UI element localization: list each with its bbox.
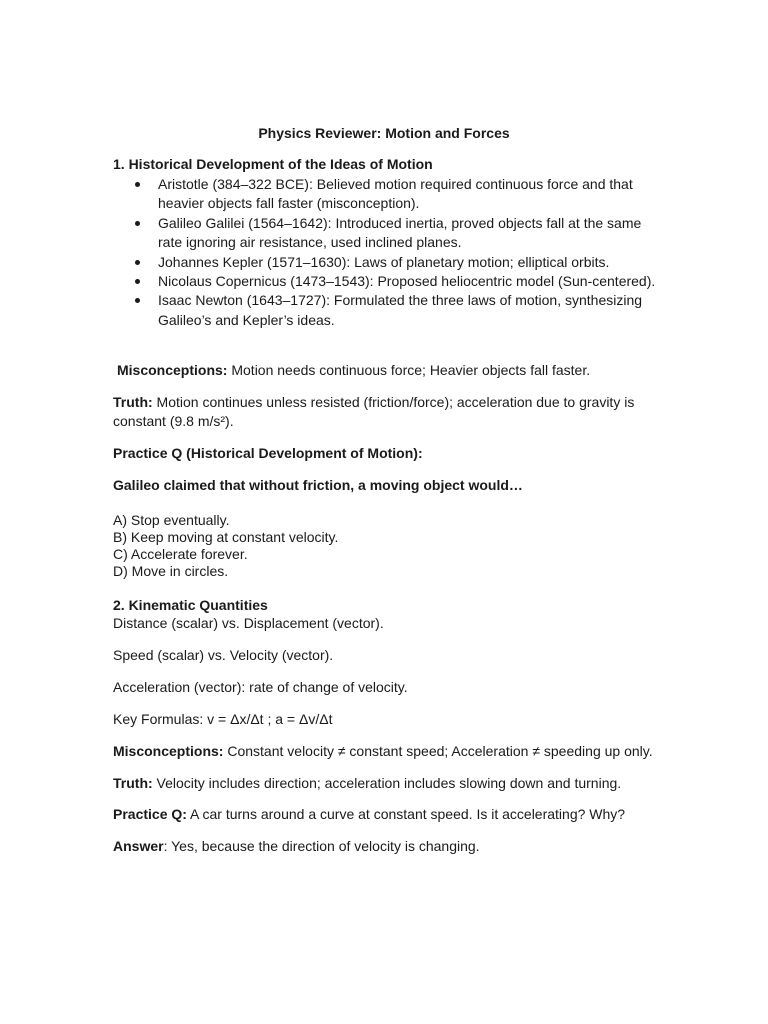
section1-misconceptions: Misconceptions: Motion needs continuous force; Heavier objects fall faster.: [117, 362, 591, 378]
section1-heading: 1. Historical Development of the Ideas of Motion: [113, 156, 433, 172]
section2-truth: Truth: Velocity includes direction; acceleration includes slowing down and turning.: [113, 775, 622, 791]
speed-line: Speed (scalar) vs. Velocity (vector).: [113, 647, 334, 663]
section2-misconceptions: Misconceptions: Constant velocity ≠ constant speed; Acceleration ≠ speeding up only.: [113, 743, 653, 759]
bullet-copernicus: Nicolaus Copernicus (1473–1543): Proposed heliocentric model (Sun-centered).: [135, 272, 655, 291]
bullet-galileo: Galileo Galilei (1564–1642): Introduced inertia, proved objects fall at the same rate ignoring air resistance, used inclined planes.: [135, 214, 655, 253]
option-a: A) Stop eventually.: [113, 512, 230, 528]
acceleration-line: Acceleration (vector): rate of change of velocity.: [113, 679, 408, 695]
key-formulas-line: Key Formulas: v = Δx/Δt ; a = Δv/Δt: [113, 711, 333, 727]
section1-practice-question: Galileo claimed that without friction, a moving object would…: [113, 477, 523, 493]
bullet-aristotle: Aristotle (384–322 BCE): Believed motion required continuous force and that heavier objects fall faster (misconception).: [135, 175, 655, 214]
bullet-kepler: Johannes Kepler (1571–1630): Laws of planetary motion; elliptical orbits.: [135, 253, 655, 272]
option-b: B) Keep moving at constant velocity.: [113, 529, 339, 545]
bullet-dot-icon: [135, 298, 140, 303]
option-c: C) Accelerate forever.: [113, 546, 248, 562]
history-bullet-list: [135, 175, 655, 330]
section1-practice-heading: Practice Q (Historical Development of Motion):: [113, 445, 423, 461]
section1-truth-line1: Truth: Motion continues unless resisted (friction/force); acceleration due to gravity is: [113, 394, 635, 410]
bullet-dot-icon: [135, 279, 140, 284]
bullet-dot-icon: [135, 260, 140, 265]
option-d: D) Move in circles.: [113, 563, 229, 579]
bullet-dot-icon: [135, 221, 140, 226]
distance-line: Distance (scalar) vs. Displacement (vector).: [113, 615, 384, 631]
answer-options: [113, 512, 338, 580]
section1-truth-line2: constant (9.8 m/s²).: [113, 413, 234, 429]
page-title: Physics Reviewer: Motion and Forces: [258, 125, 510, 141]
bullet-newton: Isaac Newton (1643–1727): Formulated the three laws of motion, synthesizing Galileo’s and Kepler’s ideas.: [135, 291, 655, 330]
bullet-dot-icon: [135, 182, 140, 187]
section2-heading: 2. Kinematic Quantities: [113, 597, 268, 613]
section2-practice: Practice Q: A car turns around a curve at constant speed. Is it accelerating? Why?: [113, 806, 626, 822]
section2-answer: Answer: Yes, because the direction of velocity is changing.: [113, 838, 480, 854]
